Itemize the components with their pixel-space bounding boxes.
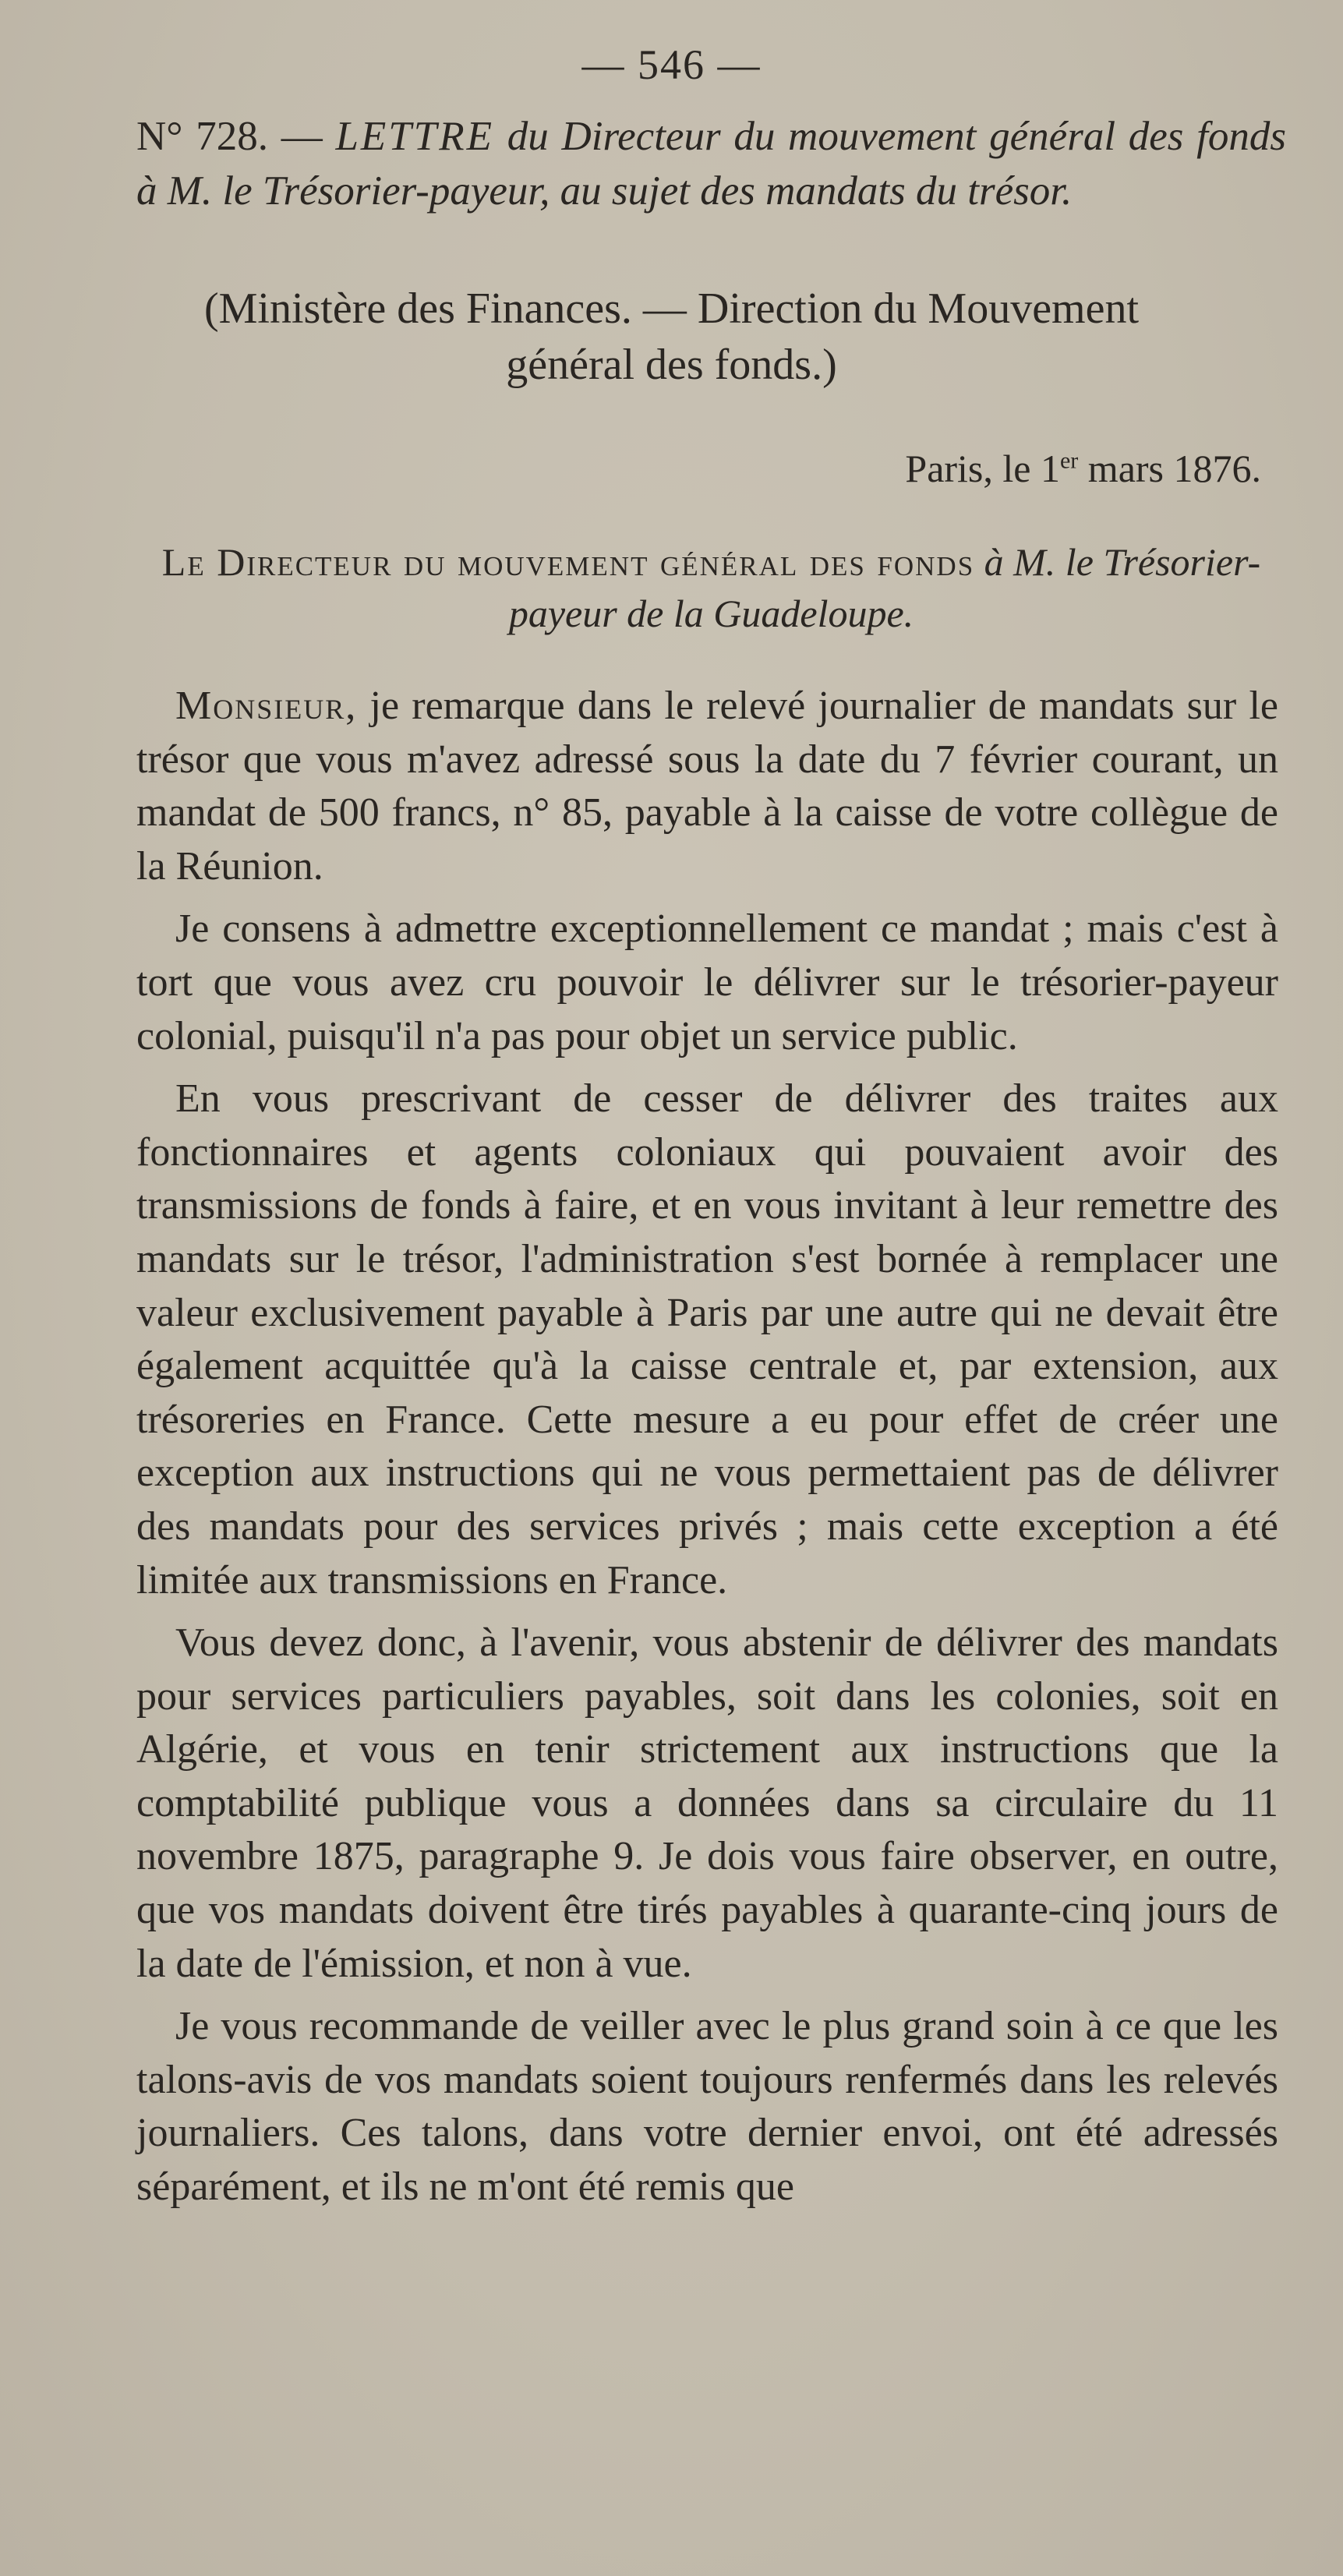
letter-paragraph-1-text: je remarque dans le relevé journalier de mandats sur le trésor que vous m'avez adressé sous la date du 7 février courant, un mandat de 500 francs, n° 85, payable à la caisse de votre collègue de la Réunion. <box>136 684 1278 889</box>
entry-title-lead: LETTRE <box>335 114 495 159</box>
address-recipient: à M. le Trésorier-payeur de la Guadeloupe. <box>508 540 1261 635</box>
entry-heading <box>136 109 1286 218</box>
source-note <box>0 281 1343 393</box>
letter-paragraph-3: En vous prescrivant de cesser de délivrer des traites aux fonctionnaires et agents coloniaux qui pouvaient avoir des transmissions de fonds à faire, et en vous invitant à leur remettre des mandats sur le trésor, l'administration s'est bornée à remplacer une valeur exclusivement payable à Paris par une autre qui ne devait être également acquittée qu'à la caisse centrale et, par extension, aux trésoreries en France. Cette mesure a eu pour effet de créer une exception aux instructions qui ne vous permettaient pas de délivrer des mandats pour des services privés ; mais cette exception a été limitée aux transmissions en France. <box>136 1076 1278 1602</box>
letter-body <box>136 680 1278 2224</box>
dateline-prefix: Paris, le 1 <box>905 447 1060 490</box>
letter-salutation: Monsieur, <box>175 684 358 728</box>
entry-title: du Directeur du mouvement général des fonds à M. le Trésorier-payeur, au sujet des mandats du trésor. <box>136 114 1287 214</box>
address-line <box>136 536 1286 639</box>
dateline-suffix: mars 1876. <box>1078 447 1261 490</box>
page-number: — 546 — <box>581 41 762 88</box>
letter-paragraph-2: Je consens à admettre exceptionnellement ce mandat ; mais c'est à tort que vous avez cru pouvoir le délivrer sur le trésorier-payeur colonial, puisqu'il n'a pas pour objet un service public. <box>136 906 1278 1058</box>
letter-paragraph-4: Vous devez donc, à l'avenir, vous abstenir de délivrer des mandats pour services particuliers payables, soit dans les colonies, soit en Algérie, et vous en tenir strictement aux instructions que la comptabilité publique vous a données dans sa circulaire du 11 novembre 1875, paragraphe 9. Je dois vous faire observer, en outre, que vos mandats doivent être tirés payables à quarante-cinq jours de la date de l'émission, et non à vue. <box>136 1620 1278 1986</box>
letter-paragraph-5: Je vous recommande de veiller avec le plus grand soin à ce que les talons-avis de vos mandats soient toujours renfermés dans les relevés journaliers. Ces talons, dans votre dernier envoi, ont été adressés séparément, et ils ne m'ont été remis que <box>136 2004 1278 2210</box>
dateline-sup: er <box>1059 447 1079 474</box>
source-line-1: (Ministère des Finances. — Direction du Mouvement <box>203 284 1140 333</box>
entry-number: N° 728. — <box>136 114 323 159</box>
dateline <box>905 446 1261 491</box>
address-sender: Le Directeur du mouvement général des fonds <box>161 540 975 584</box>
source-line-2: général des fonds.) <box>506 341 837 389</box>
letter-paragraph-1 <box>136 680 1278 893</box>
